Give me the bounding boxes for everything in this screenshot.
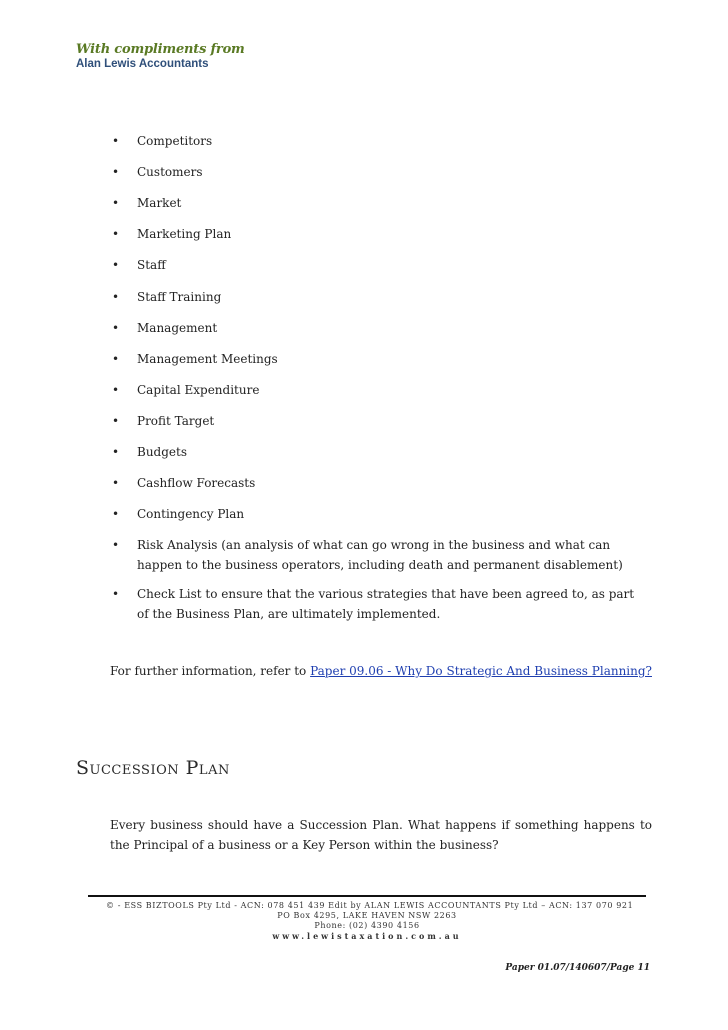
section-body: Every business should have a Succession Plan. What happens if something happens to the Principal of a business or a Key Person within the business? (110, 818, 652, 852)
bullet-icon: • (112, 507, 120, 521)
page-reference: Paper 01.07/140607/Page 11 (505, 963, 650, 973)
bullet-icon: • (112, 134, 120, 148)
bullet-icon: • (112, 383, 120, 397)
firm-name: Alan Lewis Accountants (76, 58, 209, 70)
bullet-icon: • (112, 227, 120, 241)
bullet-icon: • (112, 587, 120, 601)
footer (88, 901, 646, 941)
footer-phone: Phone: (02) 4390 4156 (314, 921, 420, 930)
paper-link[interactable]: Paper 09.06 - Why Do Strategic And Business Planning? (310, 664, 652, 678)
bullet-icon: • (112, 352, 120, 366)
section-heading: Succession Plan (76, 757, 230, 779)
further-info (110, 664, 652, 678)
bullet-icon: • (112, 290, 120, 304)
bullet-icon: • (112, 196, 120, 210)
footer-copyright: © - ESS BIZTOOLS Pty Ltd - ACN: 078 451 439 Edit by ALAN LEWIS ACCOUNTANTS Pty Ltd – ACN: 137 070 921 (106, 901, 634, 910)
bullet-icon: • (112, 321, 120, 335)
footer-divider (88, 895, 646, 897)
bullet-icon: • (112, 476, 120, 490)
bullet-icon: • (112, 258, 120, 272)
compliments-header: With compliments from (76, 42, 245, 57)
further-info-prefix: For further information, refer to (110, 664, 311, 678)
footer-website[interactable]: www.lewistaxation.com.au (272, 931, 462, 941)
bullet-icon: • (112, 414, 120, 428)
bullet-icon: • (112, 445, 120, 459)
bullet-icon: • (112, 538, 120, 552)
bullet-icon: • (112, 165, 120, 179)
footer-address: PO Box 4295, LAKE HAVEN NSW 2263 (277, 911, 457, 920)
